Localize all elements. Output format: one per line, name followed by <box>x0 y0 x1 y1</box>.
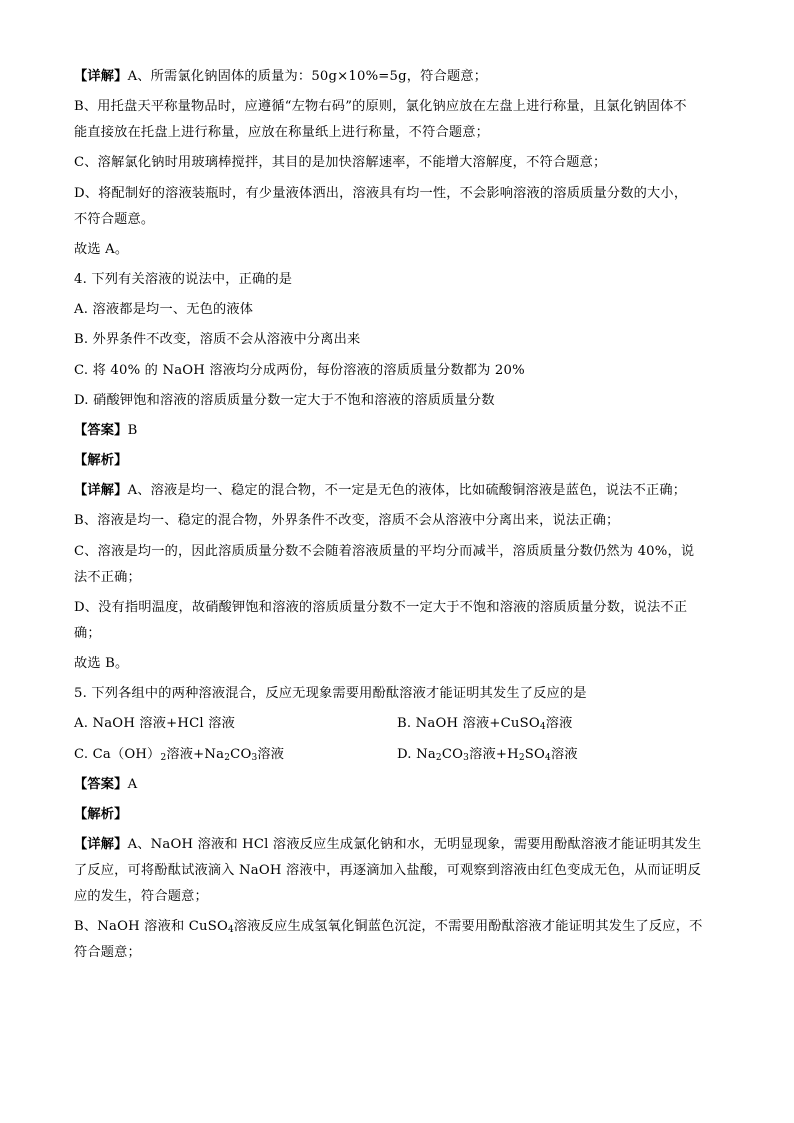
text-line <box>74 152 724 173</box>
text-line <box>74 804 724 825</box>
line-text: 5. 下列各组中的两种溶液混合，反应无现象需要用酚酞溶液才能证明其发生了反应的是 <box>74 686 587 702</box>
line-text: A. 溶液都是均一、无色的液体 <box>74 302 254 318</box>
subscript: 4 <box>227 925 234 936</box>
analysis-tag: 【解析】 <box>74 806 128 822</box>
text-line <box>74 916 724 937</box>
text-line <box>74 183 724 204</box>
line-text: D、没有指明温度，故硝酸钾饱和溶液的溶质质量分数不一定大于不饱和溶液的溶质质量分数，说法不正 <box>74 599 688 615</box>
text-line <box>74 480 724 501</box>
line-text: B. 外界条件不改变，溶质不会从溶液中分离出来 <box>74 332 361 348</box>
subscript: 2 <box>224 752 231 763</box>
option-text: B. NaOH 溶液+CuSO <box>397 716 540 732</box>
line-text: B、用托盘天平称量物品时，应遵循“左物右码”的原则，氯化钠应放在左盘上进行称量，且氯化钠固体不 <box>74 99 687 115</box>
option-text: CO <box>230 746 252 762</box>
text-line <box>74 420 724 441</box>
line-text: B <box>127 422 138 438</box>
section-tag: 【详解】 <box>74 483 128 499</box>
text-line <box>74 567 724 588</box>
text-line <box>74 683 724 704</box>
subscript: 4 <box>539 722 546 733</box>
text-line <box>74 209 724 230</box>
line-text: 4. 下列有关溶液的说法中，正确的是 <box>74 271 293 287</box>
text-line <box>74 510 724 531</box>
line-text: A、溶液是均一、稳定的混合物，不一定是无色的液体，比如硫酸铜溶液是蓝色，说法不正确； <box>127 483 687 499</box>
text-line <box>74 886 724 907</box>
line-text: 能直接放在托盘上进行称量，应放在称量纸上进行称量，不符合题意； <box>74 125 490 141</box>
text-line <box>74 653 724 674</box>
line-text: C. 将 40% 的 NaOH 溶液均分成两份，每份溶液的溶质质量分数都为 20% <box>74 362 525 378</box>
line-text: A、NaOH 溶液和 HCl 溶液反应生成氯化钠和水，无明显现象，需要用酚酞溶液才能证明其发生 <box>127 837 702 853</box>
text-line <box>74 122 724 143</box>
option-text: A. NaOH 溶液+HCl 溶液 <box>74 716 236 732</box>
text-line <box>74 299 724 320</box>
section-tag: 【详解】 <box>74 69 128 84</box>
option-c <box>74 744 397 765</box>
subscript: 3 <box>463 752 470 763</box>
text-line <box>74 239 724 260</box>
option-text: CO <box>441 746 464 762</box>
subscript: 2 <box>518 752 525 763</box>
option-text: 溶液 <box>550 746 578 762</box>
text-line <box>74 66 724 87</box>
line-text: 不符合题意。 <box>74 211 155 227</box>
line-text: 溶液反应生成氢氧化铜蓝色沉淀，不需要用酚酞溶液才能证明其发生了反应，不 <box>233 919 703 935</box>
subscript: 3 <box>251 752 258 763</box>
answer-tag: 【答案】 <box>74 776 128 792</box>
answer-value: A <box>127 776 138 792</box>
option-text: 溶液 <box>257 746 285 762</box>
subscript: 4 <box>545 752 551 763</box>
subscript: 2 <box>160 752 167 763</box>
line-text: D. 硝酸钾饱和溶液的溶质质量分数一定大于不饱和溶液的溶质质量分数 <box>74 392 495 408</box>
option-text: 溶液+H <box>469 746 519 762</box>
line-text: 故选 B。 <box>74 656 129 671</box>
subscript: 2 <box>435 752 442 763</box>
line-text: 确； <box>74 625 101 641</box>
line-text: C、溶液是均一的，因此溶质质量分数不会随着溶液质量的平均分而减半，溶质质量分数仍然为 40%，说 <box>74 543 695 559</box>
option-b <box>397 713 573 734</box>
text-line <box>74 269 724 290</box>
line-text: D、将配制好的溶液装瓶时，有少量液体洒出，溶液具有均一性，不会影响溶液的溶质质量分数的大小， <box>74 185 688 201</box>
text-line <box>74 360 724 381</box>
text-line <box>74 329 724 350</box>
option-text: 溶液 <box>545 716 573 732</box>
detail-tag: 【详解】 <box>74 837 128 853</box>
line-text: 符合题意； <box>74 945 141 961</box>
option-text: C. Ca（OH） <box>74 746 161 762</box>
options-row <box>74 713 724 734</box>
option-d <box>397 744 578 765</box>
document-page <box>74 66 724 963</box>
option-text: D. Na <box>397 746 436 762</box>
line-text: A、所需氯化钠固体的质量为：50g×10%=5g，符合题意； <box>127 69 488 84</box>
text-line <box>74 623 724 644</box>
line-text: 故选 A。 <box>74 241 129 257</box>
section-tag: 【解析】 <box>74 453 128 469</box>
line-text: 法不正确； <box>74 569 141 585</box>
text-line <box>74 597 724 618</box>
text-line <box>74 942 724 963</box>
line-text: B、NaOH 溶液和 CuSO <box>74 919 228 935</box>
line-text: 应的发生，符合题意； <box>74 889 208 905</box>
text-line <box>74 541 724 562</box>
line-text: B、溶液是均一、稳定的混合物，外界条件不改变，溶质不会从溶液中分离出来，说法正确； <box>74 513 620 529</box>
text-line <box>74 96 724 117</box>
option-text: 溶液+Na <box>166 746 225 762</box>
option-a <box>74 713 397 734</box>
section-tag: 【答案】 <box>74 422 128 438</box>
options-row <box>74 744 724 765</box>
text-line <box>74 834 724 855</box>
text-line <box>74 450 724 471</box>
text-line <box>74 774 724 795</box>
line-text: 了反应，可将酚酞试液滴入 NaOH 溶液中，再逐滴加入盐酸，可观察到溶液由红色变成无色，从而证明反 <box>74 863 701 879</box>
line-text: C、溶解氯化钠时用玻璃棒搅拌，其目的是加快溶解速率，不能增大溶解度，不符合题意； <box>74 155 607 171</box>
option-text: SO <box>524 746 545 762</box>
text-line <box>74 390 724 411</box>
text-line <box>74 860 724 881</box>
